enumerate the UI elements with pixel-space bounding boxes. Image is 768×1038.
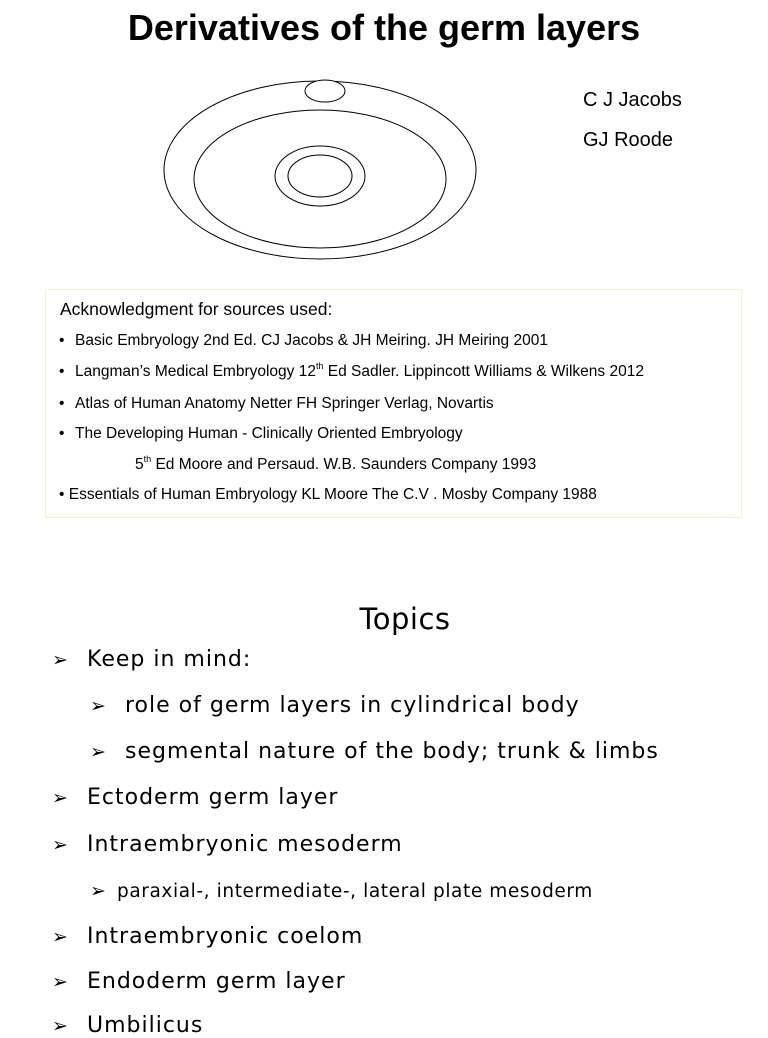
acknowledgment-heading: Acknowledgment for sources used: — [60, 299, 333, 319]
source-text: Ed Sadler. Lippincott Williams & Wilkens 2012 — [323, 363, 644, 380]
arrow-bullet-icon: ➢ — [90, 741, 107, 763]
topic-item — [52, 969, 346, 994]
arrow-bullet-icon: ➢ — [52, 1015, 69, 1037]
source-text: 5 — [135, 456, 144, 473]
source-item — [59, 425, 463, 443]
superscript: th — [315, 361, 324, 371]
bullet: • — [59, 332, 65, 349]
germ-layer-cross-section-diagram — [160, 76, 480, 268]
topic-text: role of germ layers in cylindrical body — [125, 693, 580, 718]
bullet: • — [59, 363, 65, 380]
topic-subitem — [90, 880, 593, 902]
source-text: Essentials of Human Embryology KL Moore The C.V . Mosby Company 1988 — [68, 486, 597, 503]
source-item-continuation — [135, 456, 536, 474]
topic-subitem — [90, 739, 659, 764]
topics-heading: Topics — [359, 602, 451, 636]
topic-item — [52, 1013, 203, 1038]
arrow-bullet-icon: ➢ — [90, 695, 107, 717]
topic-text: Intraembryonic coelom — [87, 924, 364, 949]
authors — [583, 86, 682, 166]
arrow-bullet-icon: ➢ — [52, 926, 69, 948]
topic-text: Endoderm germ layer — [87, 969, 346, 994]
page-title: Derivatives of the germ layers — [127, 7, 641, 48]
source-item — [59, 332, 548, 350]
small-top-ellipse — [305, 80, 345, 102]
topic-item — [52, 647, 251, 672]
arrow-bullet-icon: ➢ — [52, 834, 69, 856]
arrow-bullet-icon: ➢ — [52, 787, 69, 809]
bullet: • — [59, 425, 65, 442]
topic-text: Umbilicus — [87, 1013, 204, 1038]
outer-ellipse — [164, 81, 476, 259]
source-item — [59, 486, 597, 504]
arrow-bullet-icon: ➢ — [52, 971, 69, 993]
topic-item — [52, 832, 403, 857]
source-text: Atlas of Human Anatomy Netter FH Springer Verlag, Novartis — [75, 395, 494, 412]
source-text: The Developing Human - Clinically Oriented Embryology — [75, 425, 463, 442]
source-text: Ed Moore and Persaud. W.B. Saunders Company 1993 — [151, 456, 537, 473]
topic-text: Keep in mind: — [87, 647, 252, 672]
source-item — [59, 363, 644, 381]
middle-ellipse — [194, 110, 446, 248]
topic-text: paraxial-, intermediate-, lateral plate mesoderm — [117, 881, 593, 902]
topic-text: Intraembryonic mesoderm — [87, 832, 403, 857]
author-1: C J Jacobs — [583, 89, 682, 111]
acknowledgment-box — [45, 289, 742, 518]
arrow-bullet-icon: ➢ — [90, 880, 107, 902]
source-text: Langman’s Medical Embryology 12 — [75, 363, 316, 380]
author-2: GJ Roode — [583, 129, 674, 151]
source-text: Basic Embryology 2nd Ed. CJ Jacobs & JH Meiring. JH Meiring 2001 — [75, 332, 548, 349]
arrow-bullet-icon: ➢ — [52, 649, 69, 671]
inner-ellipse-inner — [288, 155, 352, 197]
source-item — [59, 395, 494, 413]
bullet: • — [59, 395, 65, 412]
topic-text: Ectoderm germ layer — [87, 785, 339, 810]
topic-subitem — [90, 693, 580, 718]
topic-text: segmental nature of the body; trunk & limbs — [125, 739, 659, 764]
topic-item — [52, 924, 363, 949]
superscript: th — [143, 454, 152, 464]
topic-item — [52, 785, 338, 810]
bullet: • — [59, 486, 65, 503]
